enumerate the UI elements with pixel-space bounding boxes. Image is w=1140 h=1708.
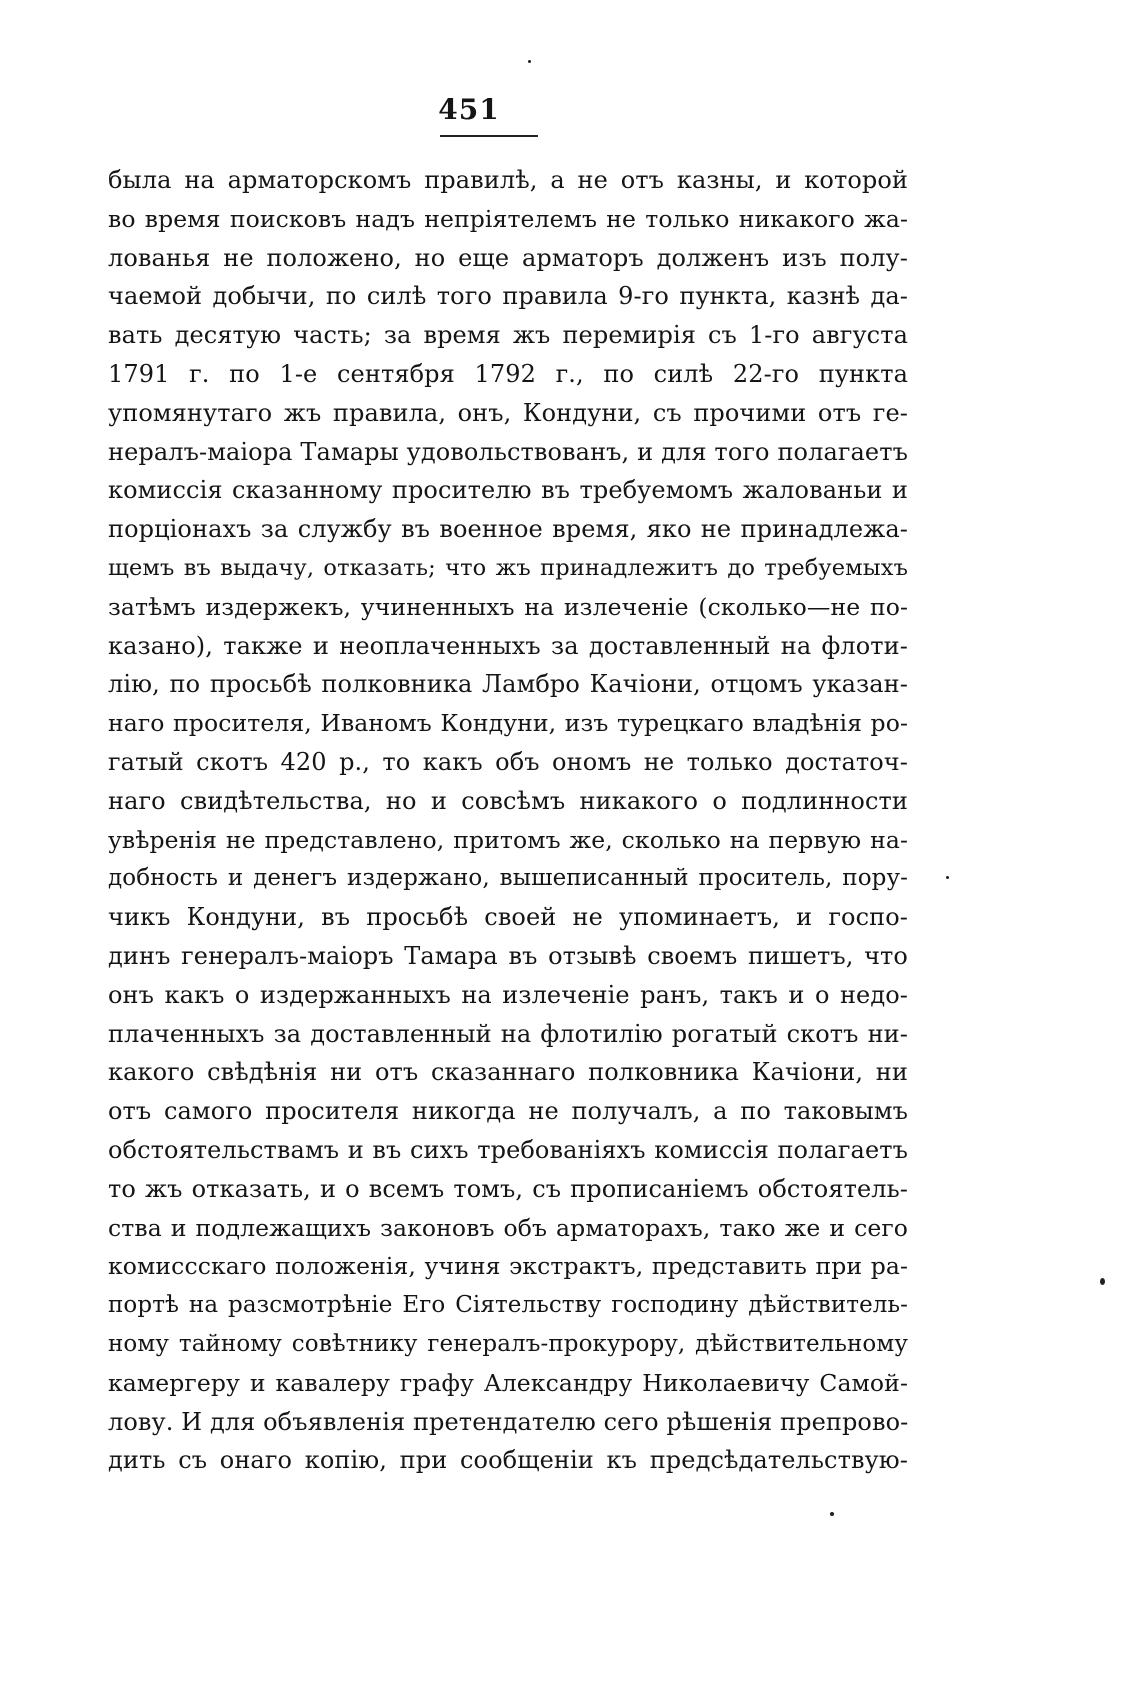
- text-line: онъ какъ о издержанныхъ на излеченіе ранъ, такъ и о недо-: [108, 980, 908, 1009]
- text-line: затѣмъ издержекъ, учиненныхъ на излеченіе (сколько—не по-: [108, 592, 908, 621]
- text-line: во время поисковъ надъ непріятелемъ не только никакого жа-: [108, 204, 908, 233]
- text-line: чикъ Кондуни, въ просьбѣ своей не упоминаетъ, и госпо-: [108, 903, 908, 932]
- text-line: портѣ на разсмотрѣніе Его Сіятельству господину дѣйствитель-: [108, 1292, 908, 1319]
- text-line: дить съ онаго копію, при сообщеніи къ предсѣдательствую-: [108, 1446, 908, 1475]
- text-line: плаченныхъ за доставленный на флотилію рогатый скотъ ни-: [108, 1019, 908, 1048]
- text-line: увѣренія не представлено, притомъ же, сколько на первую на-: [108, 825, 908, 854]
- page-number: 451: [438, 93, 500, 126]
- scan-speck: [830, 1512, 834, 1516]
- text-line: лованья не положено, но еще арматоръ долженъ изъ полу-: [108, 243, 908, 272]
- text-line: вать десятую часть; за время жъ перемирія съ 1-го августа: [108, 321, 908, 350]
- text-line: лову. И для объявленія претендателю сего рѣшенія препрово-: [108, 1407, 909, 1436]
- text-line: ному тайному совѣтнику генералъ-прокурору, дѣйствительному: [108, 1330, 908, 1357]
- text-line: наго свидѣтельства, но и совсѣмъ никакого о подлинности: [108, 786, 908, 815]
- text-line: лію, по просьбѣ полковника Ламбро Качіони, отцомъ указан-: [108, 670, 908, 699]
- text-line: 1791 г. по 1-е сентября 1792 г., по силѣ 22-го пункта: [108, 359, 908, 388]
- page-number-divider: [440, 135, 538, 137]
- body-text: [108, 161, 908, 1480]
- text-line: упомянутаго жъ правила, онъ, Кондуни, съ прочими отъ ге-: [108, 398, 908, 427]
- text-line: то жъ отказать, и о всемъ томъ, съ прописаніемъ обстоятель-: [108, 1174, 908, 1203]
- text-line: казано), также и неоплаченныхъ за доставленный на флоти-: [108, 631, 908, 660]
- text-line: чаемой добычи, по силѣ того правила 9-го пункта, казнѣ да-: [108, 282, 908, 311]
- text-line: наго просителя, Иваномъ Кондуни, изъ турецкаго владѣнія ро-: [108, 709, 908, 738]
- text-line: какого свѣдѣнія ни отъ сказаннаго полковника Качіони, ни: [108, 1058, 908, 1087]
- text-line: порціонахъ за службу въ военное время, яко не принадлежа-: [108, 515, 908, 544]
- text-line: обстоятельствамъ и въ сихъ требованіяхъ комиссія полагаетъ: [108, 1135, 908, 1164]
- text-line: была на арматорскомъ правилѣ, а не отъ казны, и которой: [108, 166, 908, 194]
- text-line: ства и подлежащихъ законовъ объ арматорахъ, тако же и сего: [108, 1213, 908, 1242]
- scan-speck: [528, 60, 531, 63]
- text-line: комиссскаго положенія, учиня экстрактъ, представить при ра-: [108, 1252, 908, 1281]
- text-line: нералъ-маіора Тамары удовольствованъ, и для того полагаетъ: [108, 437, 908, 466]
- scan-speck: [1100, 1278, 1105, 1285]
- text-line: отъ самого просителя никогда не получалъ, а по таковымъ: [108, 1097, 908, 1126]
- scan-speck: [946, 876, 949, 879]
- text-line: гатый скотъ 420 р., то какъ объ ономъ не только достаточ-: [108, 747, 908, 776]
- text-line: комиссія сказанному просителю въ требуемомъ жалованьи и: [108, 476, 908, 505]
- text-line: камергеру и кавалеру графу Александру Николаевичу Самой-: [108, 1368, 908, 1397]
- text-line: динъ генералъ-маіоръ Тамара въ отзывѣ своемъ пишетъ, что: [108, 941, 908, 970]
- text-line: добность и денегъ издержано, вышеписанный проситель, пору-: [108, 865, 908, 892]
- text-line: щемъ въ выдачу, отказать; что жъ принадлежитъ до требуемыхъ: [108, 554, 908, 581]
